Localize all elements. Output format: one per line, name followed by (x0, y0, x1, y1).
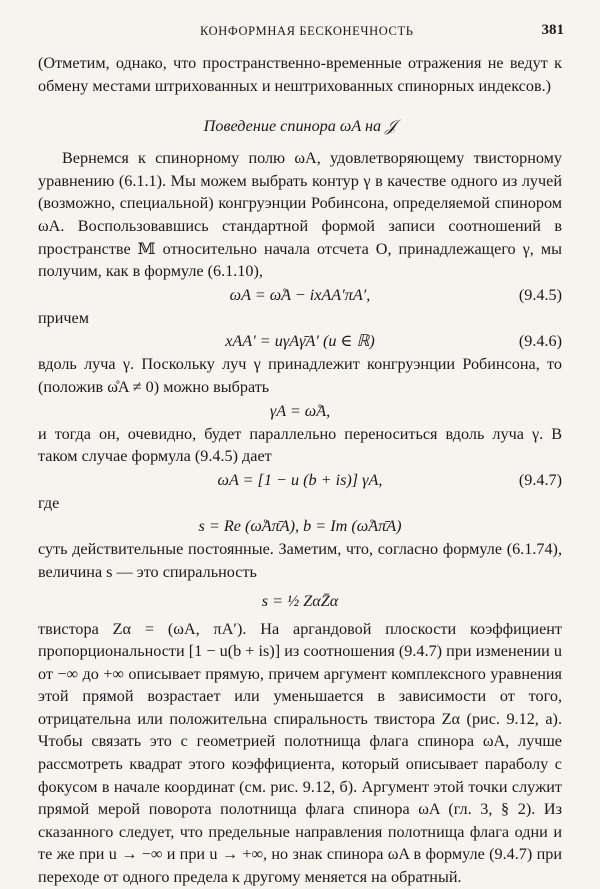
paragraph-4: суть действительные постоянные. Заметим, что, согласно формуле (6.1.74), величина s — это спиральность (38, 540, 562, 581)
page-header (0, 22, 600, 42)
equation-9-4-6 (38, 329, 562, 353)
paragraph-1: Вернемся к спинорному полю ωA, удовлетворяющему твисторному уравнению (6.1.1). Мы можем выбрать контур γ в качестве одного из лучей (возможно, специальной) конгруэнции Робинсона, определяемой спинором ωA. Воспользовавшись стандартной формой записи соотношений в пространстве 𝕄 относительно начала отсчета O, принадлежащего γ, мы получим, как в формуле (6.1.10), (38, 149, 562, 281)
equation-9-4-7 (38, 468, 562, 492)
equation-9-4-5 (38, 283, 562, 307)
word-prichem: причем (38, 308, 89, 327)
equation-formula: γA = ω̊A, (269, 401, 331, 420)
paragraph-2: вдоль луча γ. Поскольку луч γ принадлежит конгруэнции Робинсона, то (положив ω̊A ≠ 0) можно выбрать (38, 355, 562, 396)
section-title: Поведение спинора ωA на 𝒥 (203, 117, 397, 136)
paragraph-3: и тогда он, очевидно, будет параллельно переноситься вдоль луча γ. В таком случае формула (9.4.5) дает (38, 424, 562, 466)
equation-formula: xAA′ = uγAγ̄A′ (u ∈ ℝ) (225, 332, 375, 351)
equation-gamma (38, 399, 562, 423)
running-title: КОНФОРМНАЯ БЕСКОНЕЧНОСТЬ (200, 24, 414, 38)
equation-number: (9.4.6) (518, 332, 562, 351)
equation-formula: ωA = [1 − u (b + is)] γA, (217, 470, 383, 489)
equation-formula: s = Re (ω̊Aπ̄A), b = Im (ω̊Aπ̄A) (198, 517, 402, 536)
equation-helicity (38, 584, 562, 618)
word-gde: где (38, 493, 60, 512)
equation-formula: s = ½ ZαZ̄α (261, 591, 339, 610)
intro-paragraph: (Отметим, однако, что пространственно-временные отражения не ведут к обмену местами штрихованных и нештрихованных спинорных индексов.) (38, 54, 562, 95)
equation-formula: ωA = ω̊A − ixAA′πA′, (229, 285, 371, 304)
equation-number: (9.4.7) (518, 470, 562, 489)
page-body (38, 52, 562, 889)
equation-number: (9.4.5) (518, 285, 562, 304)
page-number: 381 (541, 22, 564, 38)
equation-s-b (38, 514, 562, 538)
paragraph-5: твистора Zα = (ωA, πA′). На аргандовой плоскости коэффициент пропорциональности [1 − u(b + is)] из соотношения (9.4.7) при изменении u от −∞ до +∞ описывает прямую, причем аргумент комплексного уравнения этой прямой возрастает или уменьшается в зависимости от того, отрицательна или положительна спиральность твистора Zα (рис. 9.12, а). Чтобы связать это с геометрией полотнища флага спинора ωA, лучше рассмотреть квадрат этого коэффициента, который описывает параболу с фокусом в начале координат (см. рис. 9.12, б). Аргумент этой точки служит прямой мерой поворота полотнища флага спинора ωA (гл. 3, § 2). Из сказанного следует, что предельные направления полотнища флага одни и те же при u → −∞ и при u → +∞, но знак спинора ωA в формуле (9.4.7) при переходе от одного предела к другому меняется на обратный. (38, 619, 562, 887)
